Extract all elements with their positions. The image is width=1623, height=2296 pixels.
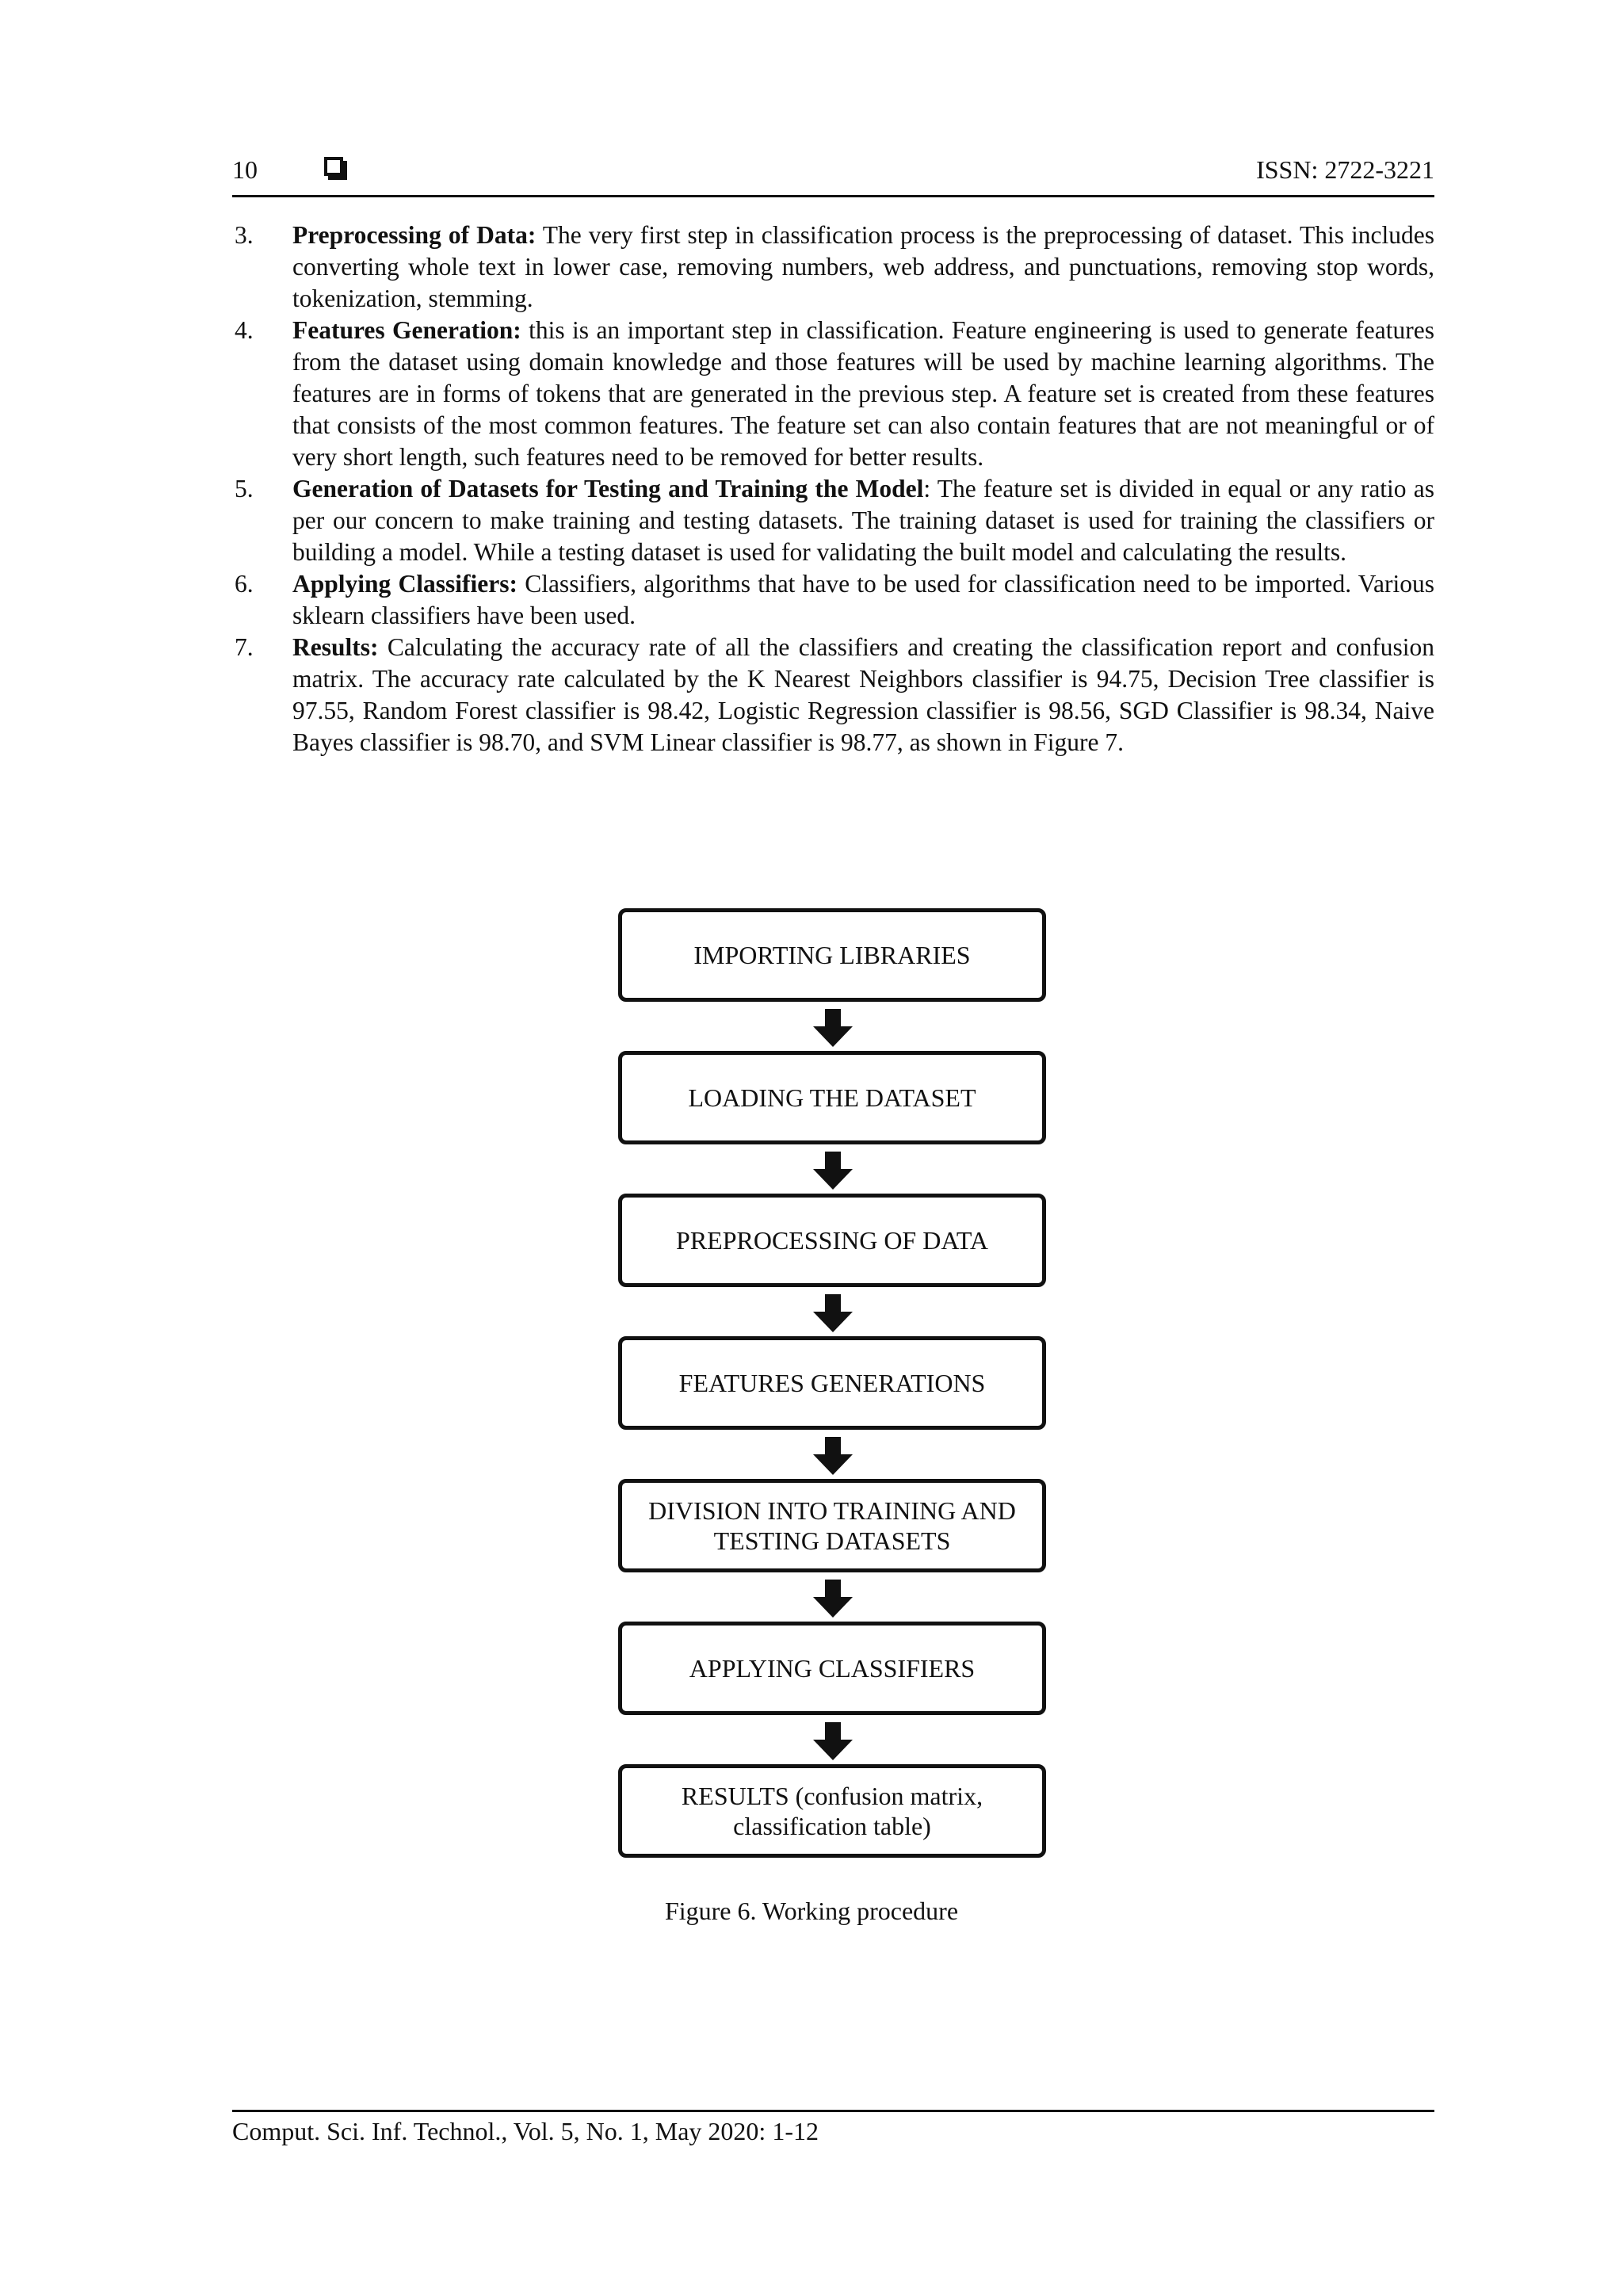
down-arrow-icon [813,1009,853,1047]
page-number: 10 [232,155,258,184]
list-item-number: 3. [235,221,254,249]
numbered-list [232,220,1434,758]
list-item-text: Calculating the accuracy rate of all the classifiers and creating the classification report and confusion matrix. The accuracy rate calculated by the K Nearest Neighbors classifier is 94.75, Decision Tree classifier is 97.55, Random Forest classifier is 98.42, Logistic Regression classifier is 98.56, SGD Classifier is 98.34, Naive Bayes classifier is 98.70, and SVM Linear classifier is 98.77, as shown in Figure 7. [292,633,1434,756]
list-item-number: 4. [235,316,254,344]
checkbox-square-icon [324,157,343,176]
down-arrow-icon [813,1722,853,1760]
list-item-title: Results: [292,633,379,661]
down-arrow-icon [813,1437,853,1475]
page-footer [232,2110,1434,2146]
list-item-title: Features Generation: [292,316,521,344]
journal-citation: Comput. Sci. Inf. Technol., Vol. 5, No. 1, May 2020: 1-12 [232,2117,819,2145]
issn-label: ISSN: 2722-3221 [1256,155,1434,184]
list-item [232,632,1434,758]
down-arrow-icon [813,1294,853,1332]
flow-step-applying-classifiers: APPLYING CLASSIFIERS [618,1622,1046,1715]
list-item-title: Generation of Datasets for Testing and Training the Model [292,475,924,502]
list-item-text: Classifiers, algorithms that have to be used for classification need to be imported. Various sklearn classifiers have been used. [292,570,1434,629]
list-item-title: Applying Classifiers: [292,570,517,598]
page-header [232,155,1434,197]
list-item-number: 6. [235,570,254,598]
list-item-number: 7. [235,633,254,661]
down-arrow-icon [813,1152,853,1190]
list-item [232,220,1434,315]
flow-step-loading-dataset: LOADING THE DATASET [618,1051,1046,1144]
list-item-text: The very first step in classification process is the preprocessing of dataset. This includes converting whole text in lower case, removing numbers, web address, and punctuations, removing stop words, tokenization, stemming. [292,221,1434,312]
flow-step-importing-libraries: IMPORTING LIBRARIES [618,908,1046,1002]
list-item [232,315,1434,473]
list-item [232,473,1434,568]
list-item-number: 5. [235,475,254,502]
list-item [232,568,1434,632]
figure-caption: Figure 6. Working procedure [664,1897,959,1925]
flow-step-features-generations: FEATURES GENERATIONS [618,1336,1046,1430]
list-item-title: Preprocessing of Data: [292,221,537,249]
list-item-text: this is an important step in classification. Feature engineering is used to generate features from the dataset using domain knowledge and those features will be used by machine learning algorithms. The features are in forms of tokens that are generated in the previous step. A feature set is created from these features that consists of the most common features. The feature set can also contain features that are not meaningful or of very short length, such features need to be removed for better results. [292,316,1434,471]
flow-step-division: DIVISION INTO TRAINING AND TESTING DATASETS [618,1479,1046,1572]
flow-step-results: RESULTS (confusion matrix, classification table) [618,1764,1046,1858]
flow-step-preprocessing: PREPROCESSING OF DATA [618,1194,1046,1287]
down-arrow-icon [813,1580,853,1618]
list-item-text: : The feature set is divided in equal or any ratio as per our concern to make training and testing datasets. The training dataset is used for training the classifiers or building a model. While a testing dataset is used for validating the built model and calculating the results. [292,475,1434,566]
